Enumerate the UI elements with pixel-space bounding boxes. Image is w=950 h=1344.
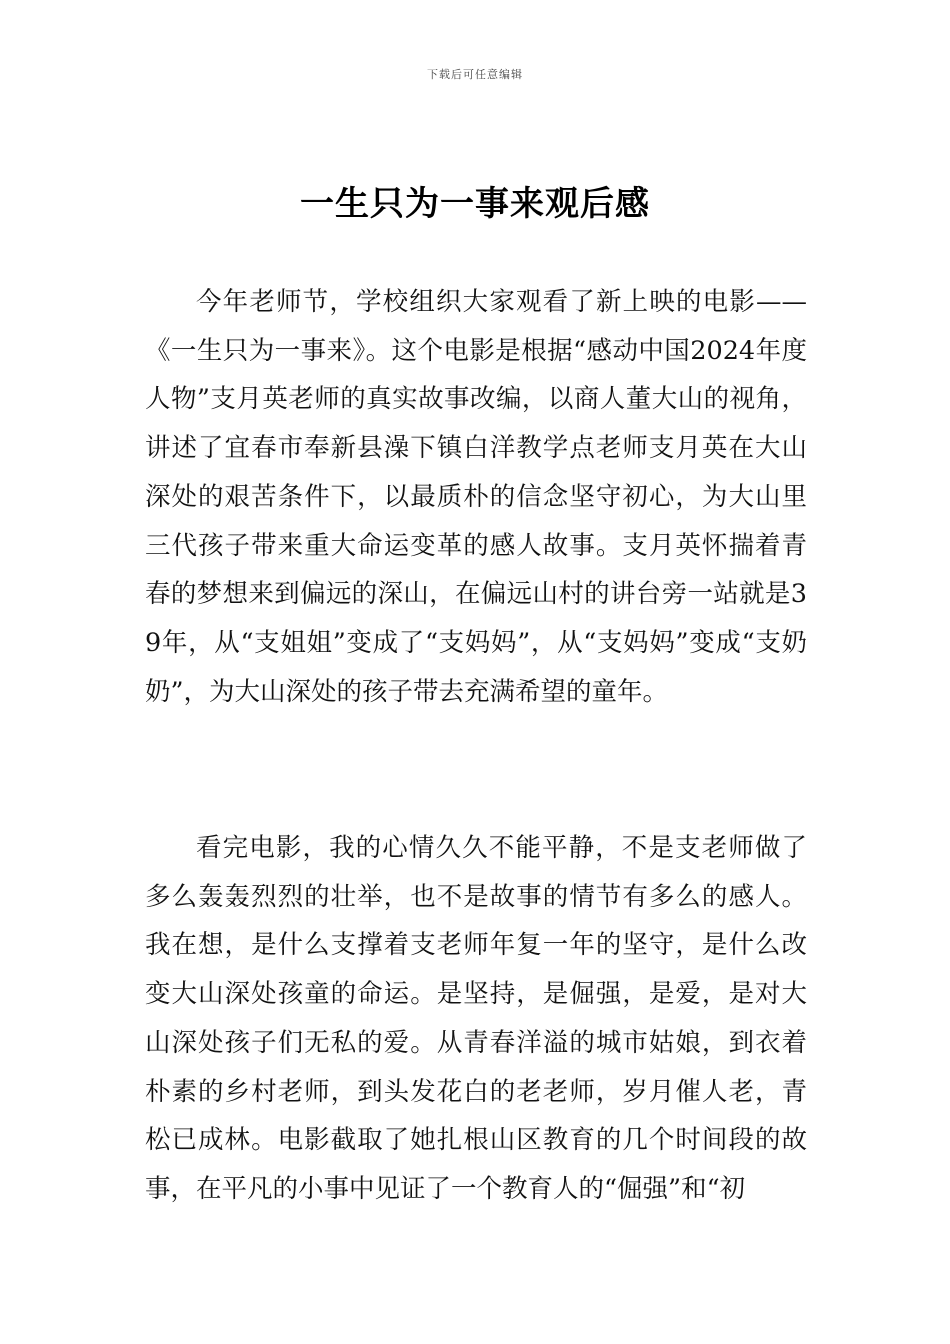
document-title: 一生只为一事来观后感 [300, 184, 650, 224]
paragraph-2: 看完电影，我的心情久久不能平静，不是支老师做了多么轰轰烈烈的壮举，也不是故事的情节有多么的感人。我在想，是什么支撑着支老师年复一年的坚守，是什么改变大山深处孩童的命运。是坚持，是倔强，是爱，是对大山深处孩子们无私的爱。从青春洋溢的城市姑娘，到衣着朴素的乡村老师，到头发花白的老老师，岁月催人老，青松已成林。电影截取了她扎根山区教育的几个时间段的故事，在平凡的小事中见证了一个教育人的“倔强”和“初 [145, 833, 807, 1204]
paragraph-1: 今年老师节，学校组织大家观看了新上映的电影——《一生只为一事来》。这个电影是根据“感动中国2024年度人物”支月英老师的真实故事改编，以商人董大山的视角，讲述了宜春市奉新县澡下镇白洋教学点老师支月英在大山深处的艰苦条件下，以最质朴的信念坚守初心，为大山里三代孩子带来重大命运变革的感人故事。支月英怀揣着青春的梦想来到偏远的深山，在偏远山村的讲台旁一站就是39年，从“支姐姐”变成了“支妈妈”，从“支妈妈”变成“支奶奶”，为大山深处的孩子带去充满希望的童年。 [145, 287, 807, 707]
header-note: 下载后可任意编辑 [427, 68, 523, 81]
